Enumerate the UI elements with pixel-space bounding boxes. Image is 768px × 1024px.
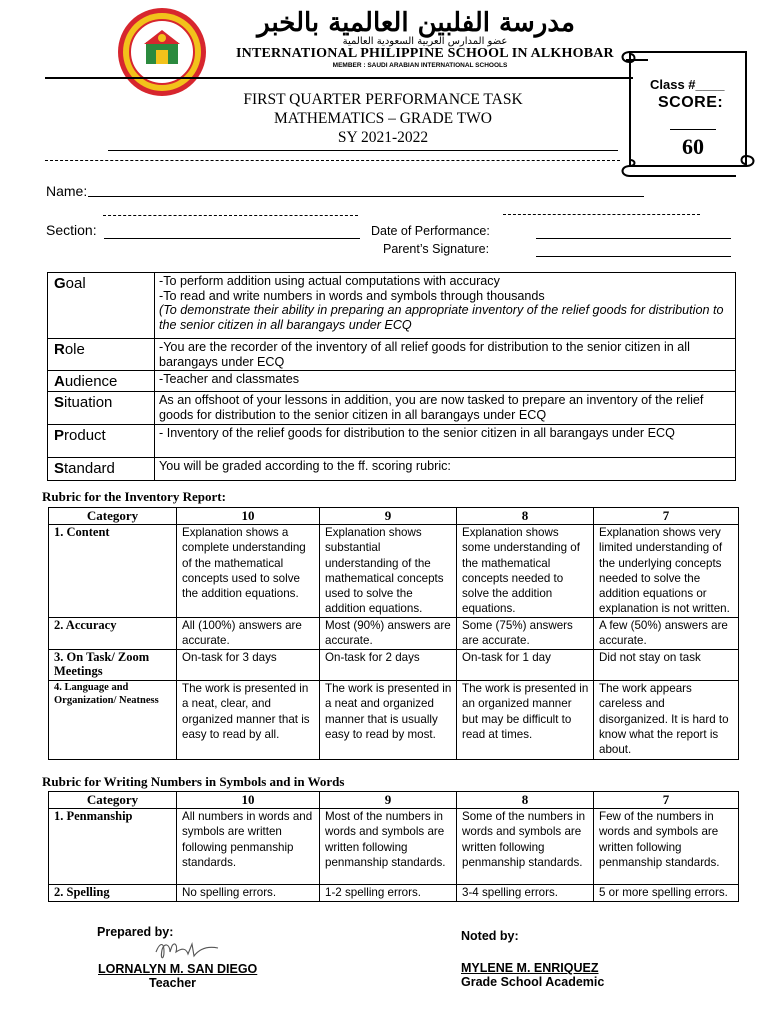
rubric-cell: All numbers in words and symbols are written following penmanship standards. bbox=[177, 809, 320, 885]
grasps-value-line: -You are the recorder of the inventory of all relief goods for distribution to the senior citizen in all barangays under ECQ bbox=[159, 340, 690, 369]
rubric1-table bbox=[48, 507, 739, 760]
rubric-cell: The work is presented in an organized manner but may be difficult to read at times. bbox=[457, 681, 594, 760]
rubric-cell: Few of the numbers in words and symbols are written following penmanship standards. bbox=[594, 809, 739, 885]
rubric-cell: On-task for 3 days bbox=[177, 650, 320, 681]
class-number-label: Class #____ bbox=[650, 77, 725, 92]
rubric-cell: Some (75%) answers are accurate. bbox=[457, 618, 594, 650]
rubric-header-cell: 8 bbox=[457, 792, 594, 809]
rubric-row bbox=[49, 618, 739, 650]
rubric-cell: The work is presented in a neat, clear, and organized manner that is easy to read by all. bbox=[177, 681, 320, 760]
rubric-cell: The work is presented in a neat and organized manner that is usually easy to read by most. bbox=[320, 681, 457, 760]
rubric-cell: Explanation shows some understanding of the mathematical concepts needed to solve the addition equations. bbox=[457, 525, 594, 618]
task-title-line1: FIRST QUARTER PERFORMANCE TASK bbox=[243, 91, 523, 108]
signature-field[interactable] bbox=[536, 256, 731, 257]
signature-label: Parent’s Signature: bbox=[383, 242, 490, 256]
grasps-key-initial: S bbox=[54, 394, 65, 411]
grasps-row bbox=[48, 392, 736, 425]
task-title bbox=[168, 90, 598, 147]
rubric2-title: Rubric for Writing Numbers in Symbols and in Words bbox=[42, 774, 345, 789]
grasps-value-line: As an offshoot of your lessons in addition, you are now tasked to prepare an inventory of the relief goods for distribution to the senior citizen in all barangays under ECQ bbox=[159, 393, 704, 422]
grasps-key-initial: P bbox=[54, 427, 65, 444]
school-name: INTERNATIONAL PHILIPPINE SCHOOL IN ALKHOBAR bbox=[236, 46, 614, 61]
rubric-row bbox=[49, 681, 739, 760]
score-label: SCORE: bbox=[658, 94, 724, 111]
rubric-header-cell: Category bbox=[49, 792, 177, 809]
grasps-key-rest: udience bbox=[64, 373, 118, 390]
rubric-row bbox=[49, 525, 739, 618]
grasps-key bbox=[48, 273, 155, 339]
grasps-value bbox=[155, 392, 736, 425]
grasps-key-rest: oal bbox=[65, 275, 86, 292]
rubric-header-cell: Category bbox=[49, 508, 177, 525]
rubric-cell: Most of the numbers in words and symbols are written following penmanship standards. bbox=[320, 809, 457, 885]
grasps-key-initial: G bbox=[54, 275, 66, 292]
grasps-key bbox=[48, 371, 155, 392]
grasps-value-line: You will be graded according to the ff. scoring rubric: bbox=[159, 459, 451, 473]
rubric-category: 4. Language and Organization/ Neatness bbox=[49, 681, 177, 760]
grasps-value bbox=[155, 273, 736, 339]
prepared-by-label: Prepared by: bbox=[97, 925, 174, 939]
rubric-row bbox=[49, 885, 739, 902]
rubric-cell: A few (50%) answers are accurate. bbox=[594, 618, 739, 650]
grasps-key bbox=[48, 458, 155, 481]
rubric-cell: All (100%) answers are accurate. bbox=[177, 618, 320, 650]
rubric-cell: 1-2 spelling errors. bbox=[320, 885, 457, 902]
section-field[interactable] bbox=[104, 238, 360, 239]
header-rule bbox=[45, 77, 633, 79]
rubric-category: 2. Spelling bbox=[49, 885, 177, 902]
rubric-category: 1. Penmanship bbox=[49, 809, 177, 885]
prepared-by-role: Teacher bbox=[149, 976, 197, 990]
rubric-header-cell: 10 bbox=[177, 792, 320, 809]
rubric-cell: 5 or more spelling errors. bbox=[594, 885, 739, 902]
dashed-divider bbox=[45, 160, 620, 161]
rubric-cell: Explanation shows a complete understanding of the mathematical concepts used to solve the addition equations. bbox=[177, 525, 320, 618]
rubric-cell: Most (90%) answers are accurate. bbox=[320, 618, 457, 650]
rubric1-title: Rubric for the Inventory Report: bbox=[42, 489, 226, 504]
grasps-key-rest: ituation bbox=[64, 394, 113, 411]
rubric-category: 3. On Task/ Zoom Meetings bbox=[49, 650, 177, 681]
rubric-header-cell: 10 bbox=[177, 508, 320, 525]
rubric-category: 2. Accuracy bbox=[49, 618, 177, 650]
member-line: MEMBER : SAUDI ARABIAN INTERNATIONAL SCHOOLS bbox=[332, 62, 508, 69]
grasps-key bbox=[48, 392, 155, 425]
rubric-cell: On-task for 2 days bbox=[320, 650, 457, 681]
rubric-header-cell: 7 bbox=[594, 792, 739, 809]
grasps-row bbox=[48, 339, 736, 371]
grasps-value bbox=[155, 371, 736, 392]
rubric-header-cell: 9 bbox=[320, 792, 457, 809]
grasps-table bbox=[47, 272, 736, 481]
name-dashed-line bbox=[103, 215, 358, 216]
score-value: 60 bbox=[682, 134, 704, 159]
grasps-key bbox=[48, 339, 155, 371]
grasps-row bbox=[48, 273, 736, 339]
grasps-row bbox=[48, 371, 736, 392]
grasps-key-rest: roduct bbox=[64, 427, 106, 444]
rubric2-table bbox=[48, 791, 739, 902]
rubric-header-cell: 9 bbox=[320, 508, 457, 525]
task-title-line2: MATHEMATICS – GRADE TWO bbox=[273, 110, 492, 127]
rubric-category: 1. Content bbox=[49, 525, 177, 618]
arabic-subtitle: عضو المدارس العربية السعودية العالمية bbox=[342, 36, 508, 47]
grasps-row bbox=[48, 425, 736, 458]
grasps-value bbox=[155, 425, 736, 458]
rubric-cell: 3-4 spelling errors. bbox=[457, 885, 594, 902]
grasps-value-line: -Teacher and classmates bbox=[159, 372, 299, 386]
grasps-value bbox=[155, 458, 736, 481]
grasps-key-initial: R bbox=[54, 341, 65, 358]
rubric-cell: Explanation shows substantial understanding of the mathematical concepts used to solve the addition equations. bbox=[320, 525, 457, 618]
title-rule bbox=[108, 150, 618, 151]
rubric-cell: Explanation shows very limited understanding of the underlying concepts needed to solve the addition equations or explanation is not written. bbox=[594, 525, 739, 618]
grasps-value-line: - Inventory of the relief goods for distribution to the senior citizen in all barangays under ECQ bbox=[159, 426, 675, 440]
rubric-cell: No spelling errors. bbox=[177, 885, 320, 902]
rubric-header-cell: 7 bbox=[594, 508, 739, 525]
rubric-row bbox=[49, 809, 739, 885]
grasps-key-initial: S bbox=[54, 460, 65, 477]
name-field[interactable] bbox=[88, 196, 644, 197]
grasps-value-line: -To perform addition using actual computations with accuracy bbox=[159, 274, 500, 288]
grasps-key-initial: A bbox=[54, 373, 65, 390]
right-dashed-line bbox=[503, 214, 700, 215]
noted-by-role: Grade School Academic bbox=[461, 975, 605, 989]
rubric-cell: Did not stay on task bbox=[594, 650, 739, 681]
date-label: Date of Performance: bbox=[371, 224, 490, 238]
grasps-key bbox=[48, 425, 155, 458]
name-label: Name: bbox=[46, 183, 88, 199]
grasps-key-rest: tandard bbox=[64, 460, 115, 477]
grasps-value-italic: (To demonstrate their ability in preparing an appropriate inventory of the relief goods for distribution to the senior citizen in all barangays under ECQ bbox=[159, 303, 724, 332]
school-seal-logo-icon bbox=[116, 6, 208, 98]
noted-by-label: Noted by: bbox=[461, 929, 519, 943]
grasps-value-line: -To read and write numbers in words and symbols through thousands bbox=[159, 288, 545, 303]
handwritten-signature-icon bbox=[152, 938, 222, 964]
grasps-row bbox=[48, 458, 736, 481]
noted-by-name: MYLENE M. ENRIQUEZ bbox=[461, 961, 599, 975]
arabic-school-name: مدرسة الفلبين العالمية بالخبر bbox=[257, 8, 575, 38]
prepared-by-name: LORNALYN M. SAN DIEGO bbox=[98, 962, 258, 976]
grasps-value bbox=[155, 339, 736, 371]
rubric-cell: On-task for 1 day bbox=[457, 650, 594, 681]
task-title-line3: SY 2021-2022 bbox=[337, 129, 429, 146]
section-label: Section: bbox=[46, 222, 97, 238]
rubric-header-cell: 8 bbox=[457, 508, 594, 525]
rubric-row bbox=[49, 650, 739, 681]
grasps-key-rest: ole bbox=[64, 341, 85, 358]
date-field[interactable] bbox=[536, 238, 731, 239]
rubric-cell: The work appears careless and disorganized. It is hard to know what the report is about. bbox=[594, 681, 739, 760]
score-rule bbox=[670, 129, 716, 130]
rubric-cell: Some of the numbers in words and symbols are written following penmanship standards. bbox=[457, 809, 594, 885]
